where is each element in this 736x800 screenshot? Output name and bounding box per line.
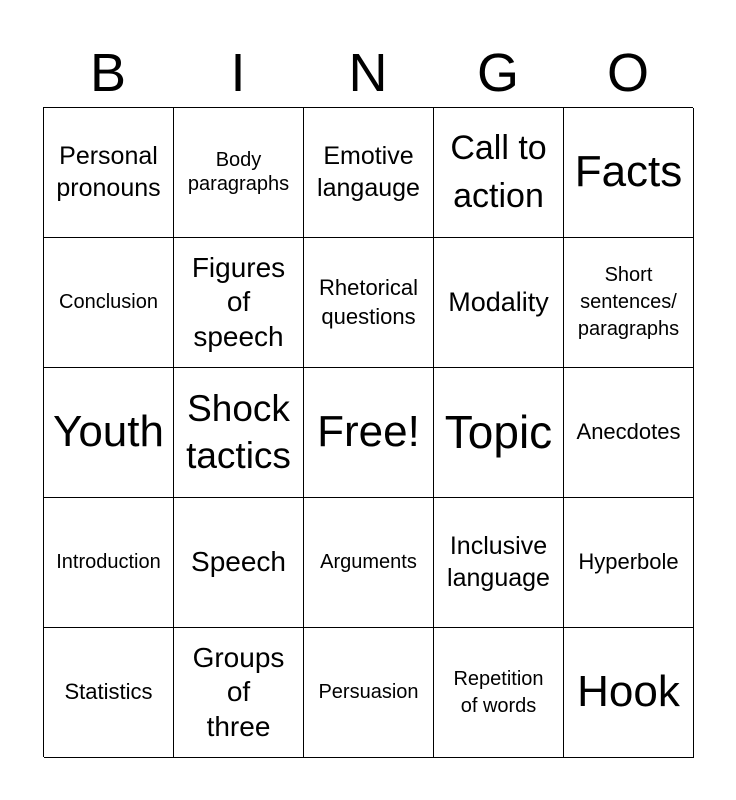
cell-label: Rhetorical questions — [318, 274, 419, 329]
cell-label: Facts — [574, 147, 683, 197]
bingo-cell[interactable] — [174, 368, 304, 498]
bingo-header — [43, 42, 693, 104]
bingo-board — [43, 107, 693, 757]
free-space-cell[interactable] — [304, 368, 434, 498]
bingo-cell[interactable] — [434, 498, 564, 628]
cell-label: Hook — [577, 667, 680, 717]
cell-label: Arguments — [320, 550, 417, 573]
bingo-cell[interactable] — [564, 238, 694, 368]
cell-label: Short sentences/ paragraphs — [577, 264, 680, 340]
bingo-cell[interactable] — [304, 108, 434, 238]
header-letter-g: G — [476, 43, 519, 103]
bingo-cell[interactable] — [304, 238, 434, 368]
header-letter-o: O — [606, 43, 649, 103]
cell-label: Hyperbole — [578, 549, 679, 575]
bingo-cell[interactable] — [44, 368, 174, 498]
bingo-cell[interactable] — [304, 498, 434, 628]
bingo-cell[interactable] — [434, 108, 564, 238]
bingo-cell[interactable] — [434, 628, 564, 758]
cell-label: Speech — [191, 546, 286, 578]
cell-label: Body paragraphs — [187, 148, 290, 195]
header-letter-i: I — [230, 43, 246, 103]
cell-label: Conclusion — [59, 290, 158, 313]
header-letter-b: B — [89, 43, 127, 103]
cell-label: Inclusive language — [447, 531, 550, 592]
bingo-cell[interactable] — [44, 238, 174, 368]
cell-label: Groups of three — [192, 642, 285, 742]
cell-label: Repetition of words — [453, 667, 544, 717]
bingo-cell[interactable] — [564, 108, 694, 238]
cell-label: Shock tactics — [186, 388, 291, 476]
bingo-cell[interactable] — [174, 238, 304, 368]
bingo-cell[interactable] — [304, 628, 434, 758]
bingo-cell[interactable] — [564, 498, 694, 628]
bingo-cell[interactable] — [174, 628, 304, 758]
cell-label: Youth — [53, 407, 164, 457]
cell-label: Statistics — [64, 679, 153, 705]
header-letter-n: N — [348, 43, 388, 103]
cell-label: Anecdotes — [576, 419, 681, 445]
bingo-cell[interactable] — [434, 368, 564, 498]
cell-label: Persuasion — [318, 680, 419, 703]
bingo-cell[interactable] — [434, 238, 564, 368]
cell-label: Emotive langauge — [317, 141, 420, 202]
cell-label: Call to action — [450, 128, 547, 215]
bingo-cell[interactable] — [174, 108, 304, 238]
cell-label: Personal pronouns — [56, 141, 161, 202]
free-space-label: Free! — [317, 407, 420, 457]
cell-label: Topic — [444, 406, 553, 459]
bingo-cell[interactable] — [44, 628, 174, 758]
cell-label: Introduction — [56, 550, 161, 573]
bingo-cell[interactable] — [564, 368, 694, 498]
cell-label: Modality — [448, 286, 549, 317]
bingo-cell[interactable] — [44, 498, 174, 628]
bingo-cell[interactable] — [44, 108, 174, 238]
cell-label: Figures of speech — [191, 252, 286, 352]
bingo-cell[interactable] — [174, 498, 304, 628]
bingo-cell[interactable] — [564, 628, 694, 758]
